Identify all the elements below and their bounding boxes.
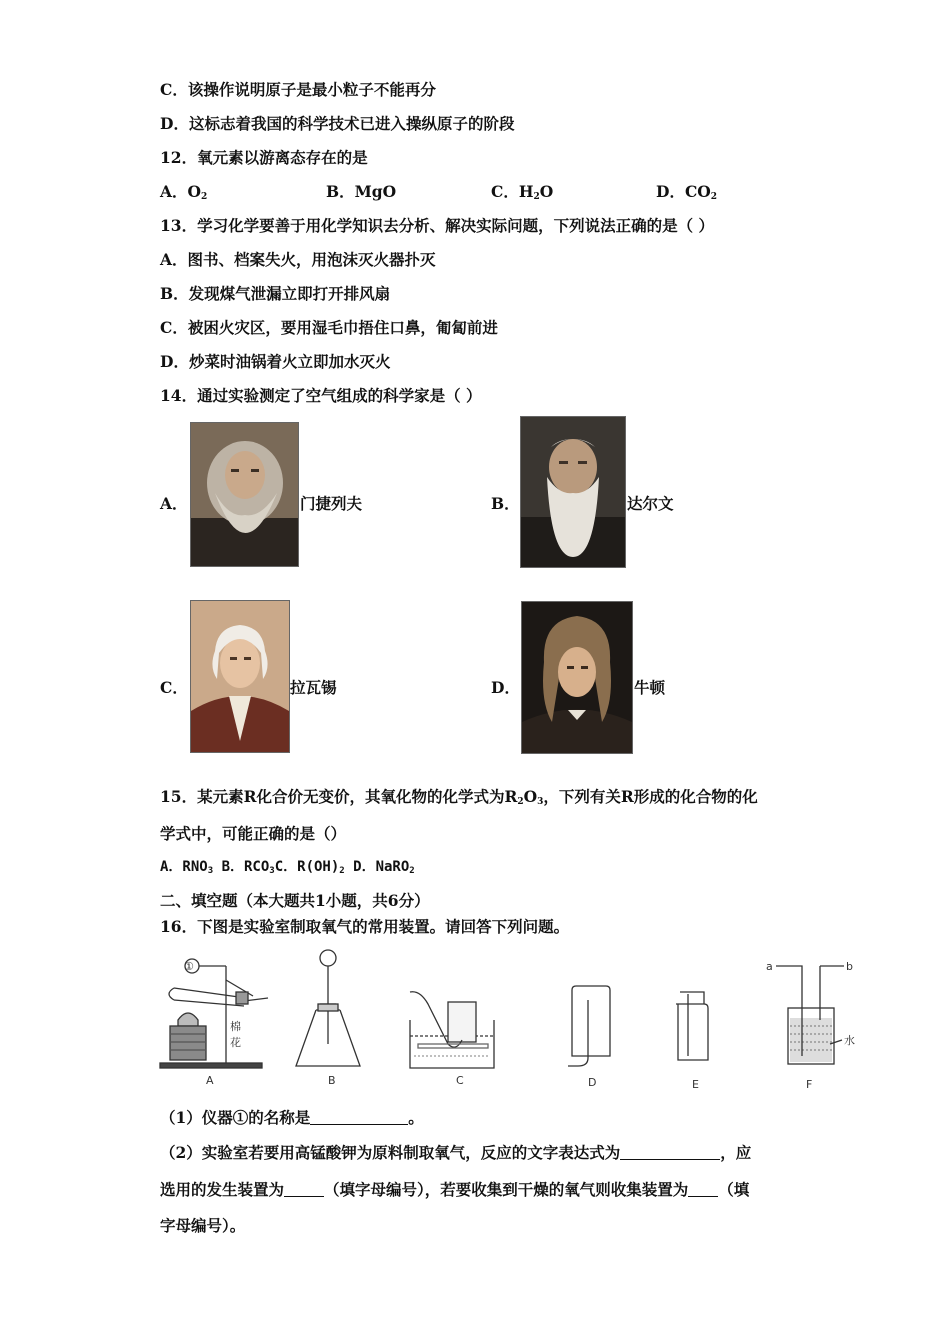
q14-option-a-letter: A． bbox=[160, 494, 188, 513]
q16-sub2-line1: （2）实验室若要用高锰酸钾为原料制取氧气，反应的文字表达式为 ，应 bbox=[160, 1143, 752, 1162]
q14-option-a-name: 门捷列夫 bbox=[300, 494, 363, 513]
q12-option-d: D．$CO_2$ bbox=[656, 182, 718, 202]
q15-stem-line2: 学式中，可能正确的是（） bbox=[160, 824, 347, 843]
svg-text:A: A bbox=[206, 1074, 214, 1087]
q14-option-d-name: 牛顿 bbox=[634, 678, 666, 697]
svg-text:b: b bbox=[846, 960, 853, 973]
q13-option-b: B．发现煤气泄漏立即打开排风扇 bbox=[160, 284, 391, 303]
apparatus-a bbox=[160, 959, 268, 1068]
section-heading: 二、填空题（本大题共1小题，共6分） bbox=[160, 891, 430, 910]
answer-blank-3[interactable] bbox=[284, 1182, 324, 1197]
answer-blank-1[interactable] bbox=[310, 1110, 408, 1125]
svg-text:①: ① bbox=[184, 960, 194, 973]
mendeleev-portrait bbox=[190, 422, 299, 567]
svg-text:水: 水 bbox=[844, 1034, 855, 1047]
svg-text:B: B bbox=[328, 1074, 336, 1087]
q12-option-a: A．$O_2$ bbox=[160, 182, 208, 202]
q11-option-d: D．这标志着我国的科学技术已进入操纵原子的阶段 bbox=[160, 114, 515, 133]
q11-option-c: C．该操作说明原子是最小粒子不能再分 bbox=[160, 80, 436, 99]
apparatus-f bbox=[766, 960, 855, 1064]
apparatus-e bbox=[676, 992, 708, 1060]
q14-option-c-letter: C． bbox=[160, 678, 188, 697]
apparatus-diagram bbox=[158, 948, 858, 1093]
newton-portrait bbox=[521, 601, 633, 754]
q12-option-b: B．MgO bbox=[326, 182, 397, 201]
q13-stem: 13．学习化学要善于用化学知识去分析、解决实际问题，下列说法正确的是（ ） bbox=[160, 216, 714, 235]
apparatus-c bbox=[410, 992, 494, 1068]
lavoisier-portrait bbox=[190, 600, 290, 753]
q13-option-d: D．炒菜时油锅着火立即加水灭火 bbox=[160, 352, 391, 371]
apparatus-b bbox=[296, 950, 360, 1066]
q14-stem: 14．通过实验测定了空气组成的科学家是（ ） bbox=[160, 386, 482, 405]
answer-blank-2[interactable] bbox=[620, 1145, 720, 1160]
q16-sub2-line2: 选用的发生装置为 （填字母编号），若要收集到干燥的氧气则收集装置为 （填 bbox=[160, 1180, 750, 1199]
svg-text:F: F bbox=[806, 1078, 813, 1091]
q15-options: A．$RNO_3$ B．$RCO_3C$．$R(OH)_2$ D．NaRO$_2$ bbox=[160, 859, 415, 876]
q13-option-a: A．图书、档案失火，用泡沫灭火器扑灭 bbox=[160, 250, 436, 269]
svg-text:E: E bbox=[692, 1078, 699, 1091]
svg-text:a: a bbox=[766, 960, 773, 973]
q16-sub2-line3: 字母编号）。 bbox=[160, 1216, 246, 1235]
svg-text:花: 花 bbox=[230, 1036, 241, 1049]
svg-text:D: D bbox=[588, 1076, 597, 1089]
q12-stem: 12．氧元素以游离态存在的是 bbox=[160, 148, 368, 167]
q14-option-d-letter: D． bbox=[491, 678, 520, 697]
q16-stem: 16．下图是实验室制取氧气的常用装置。请回答下列问题。 bbox=[160, 917, 570, 936]
q14-option-b-name: 达尔文 bbox=[627, 494, 674, 513]
q14-option-b-letter: B． bbox=[491, 494, 520, 513]
q14-option-c-name: 拉瓦锡 bbox=[290, 678, 337, 697]
q13-option-c: C．被困火灾区，要用湿毛巾捂住口鼻，匍匐前进 bbox=[160, 318, 498, 337]
svg-text:C: C bbox=[456, 1074, 464, 1087]
q12-option-c: C．$H_2O$ bbox=[491, 182, 554, 202]
svg-text:棉: 棉 bbox=[230, 1020, 241, 1033]
answer-blank-4[interactable] bbox=[688, 1182, 718, 1197]
apparatus-d bbox=[568, 986, 610, 1066]
q15-stem-line1: 15．某元素R化合价无变价，其氧化物的化学式为$R_2O_3$，下列有关R形成的化合物的化 bbox=[160, 787, 758, 807]
q16-sub1: （1）仪器①的名称是 。 bbox=[160, 1108, 424, 1127]
darwin-portrait bbox=[520, 416, 626, 568]
